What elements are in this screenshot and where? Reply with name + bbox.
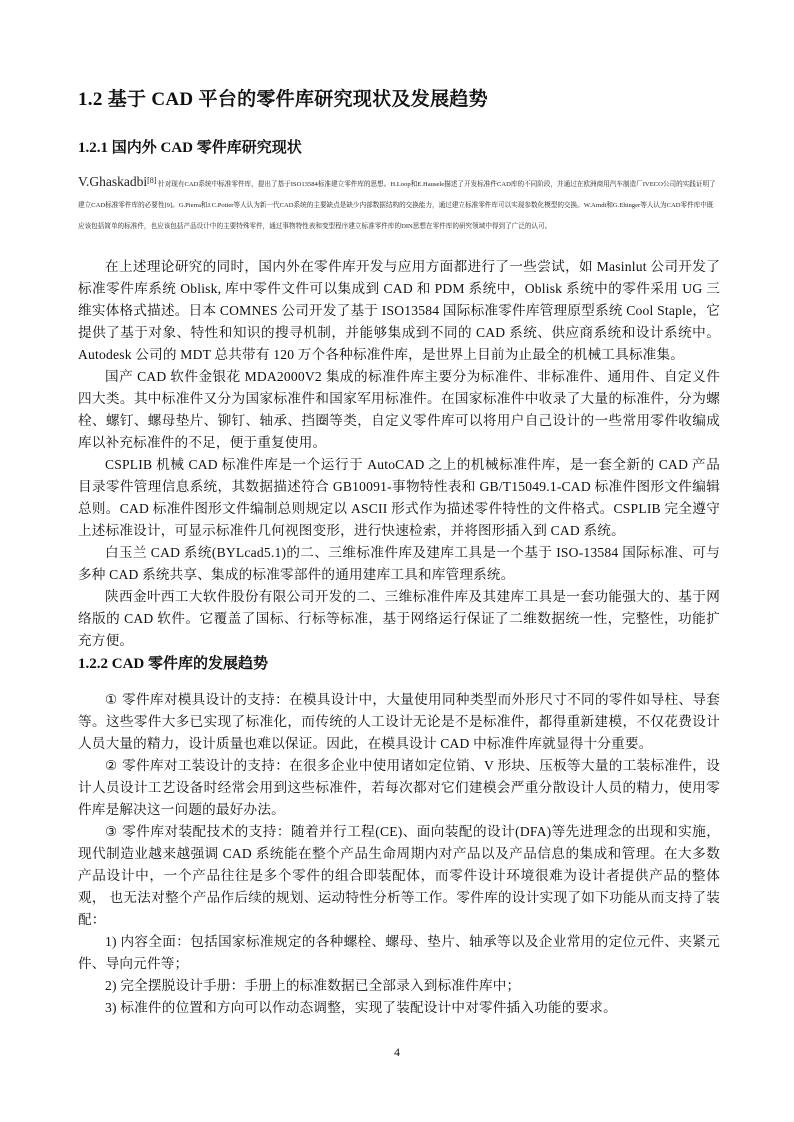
paragraph: 白玉兰 CAD 系统(BYLcad5.1)的二、三维标准件库及建库工具是一个基于 ISO-13584 国际标准、可与多种 CAD 系统共享、集成的标准零部件的通用建库工具和库管理系统。 bbox=[78, 545, 720, 582]
subsection-title-trends: 1.2.2 CAD 零件库的发展趋势 bbox=[78, 656, 268, 672]
ref-citation: [8] bbox=[147, 176, 157, 185]
sublist-item: 3) 标准件的位置和方向可以作动态调整，实现了装配设计中对零件插入功能的要求。 bbox=[105, 1000, 617, 1015]
item-marker: ① bbox=[105, 692, 118, 707]
ref-author: V.Ghaskadbi bbox=[78, 174, 148, 190]
item-text: 零件库对模具设计的支持：在模具设计中，大量使用同种类型而外形尺寸不同的零件如导柱、导套等。这些零件大多已实现了标准化，而传统的人工设计无论是不是标准件，都得重新建模，不仅花费设计人员大量的精力，设计质量也难以保证。因此，在模具设计 CAD 中标准件库就显得十分重要。 bbox=[78, 692, 720, 751]
item-text: 零件库对装配技术的支持：随着并行工程(CE)、面向装配的设计(DFA)等先进理念的出现和实施，现代制造业越来越强调 CAD 系统能在整个产品生命周期内对产品以及产品信息的集成和管理。在大多数产品设计中，一个产品往往是多个零件的组合即装配体，而零件设计环境很难为设计者提供产品的整体观， 也无法对整个产品作后续的规划、运动特性分析等工作。零件库的设计实现了如下功能从而支持了装配： bbox=[78, 824, 720, 927]
item-marker: ② bbox=[105, 758, 118, 773]
sublist-item: 2) 完全摆脱设计手册：手册上的标准数据已全部录入到标准件库中； bbox=[105, 978, 521, 993]
paragraph: 陕西金叶西工大软件股份有限公司开发的二、三维标准件库及其建库工具是一套功能强大的、基于网络版的 CAD 软件。它覆盖了国标、行标等标准，基于网络运行保证了二维数据统一性，完整性，功能扩充方便。 bbox=[78, 589, 720, 648]
ref-body-text: 针对现有CAD系统中标准零件库，提出了基于ISO13584标准建立零件库的思想。H.Loop和E.Hausele描述了开发标准件CAD库的不同阶段，并通过在欧洲商用汽车制造厂IVECO公司的实践证明了建立CAD标准零件库的必要性[9]。G.Pierra和J.C.Potier等人认为新一代CAD系统的主要缺点是缺少内部数据结构的交换能力，通过建立标准零件库可以实现参数化模型的交换。W.Arndt和G.Ehinger等人认为CAD零件库中既应该包括简单的标准件，也应该包括产品设计中的主要特殊零件，通过事物特性表和变型程序建立标准零件库的DIN思想在零件库的研究领域中得到了广泛的认可。 bbox=[78, 181, 716, 231]
subsection-title-domestic-foreign: 1.2.1 国内外 CAD 零件库研究现状 bbox=[78, 140, 302, 156]
section-title: 1.2 基于 CAD 平台的零件库研究现状及发展趋势 bbox=[78, 89, 488, 110]
trends-body bbox=[78, 689, 720, 1019]
list-item bbox=[78, 755, 720, 821]
sublist-item: 1) 内容全面：包括国家标准规定的各种螺栓、螺母、垫片、轴承等以及企业常用的定位元件、夹紧元件、导向元件等； bbox=[78, 934, 720, 971]
page-number: 4 bbox=[394, 1045, 400, 1059]
item-marker: ③ bbox=[105, 824, 118, 839]
list-item bbox=[78, 689, 720, 755]
item-text: 零件库对工装设计的支持：在很多企业中使用诸如定位销、V 形块、压板等大量的工装标准件，设计人员设计工艺设备时经常会用到这些标准件，若每次都对它们建模会严重分散设计人员的精力，使用零件库是解决这一问题的最好办法。 bbox=[78, 758, 720, 817]
list-item bbox=[78, 821, 720, 931]
paragraph: 在上述理论研究的同时，国内外在零件库开发与应用方面都进行了一些尝试，如 Masinlut 公司开发了标准零件库系统 Oblisk, 库中零件文件可以集成到 CAD 和 PDM 系统中，Oblisk 系统中的零件采用 UG 三维实体格式描述。日本 COMNES 公司开发了基于 ISO13584 国际标准零件库管理原型系统 Cool Staple，它提供了基于对象、特性和知识的搜寻机制，并能够集成到不同的 CAD 系统、供应商系统和设计系统中。Autodesk 公司的 MDT 总共带有 120 万个各种标准件库，是世界上目前为止最全的机械工具标准集。 bbox=[78, 259, 720, 362]
paragraph: CSPLIB 机械 CAD 标准件库是一个运行于 AutoCAD 之上的机械标准件库，是一套全新的 CAD 产品目录零件管理信息系统，其数据描述符合 GB10091-事物特性表和 GB/T15049.1-CAD 标准件图形文件编辑总则。CAD 标准件图形文件编制总则规定以 ASCII 形式作为描述零件特性的文件格式。CSPLIB 完全遵守上述标准设计，可显示标准件几何视图变形，进行快速检索，并将图形插入到 CAD 系统。 bbox=[78, 457, 720, 538]
paragraph: 国产 CAD 软件金银花 MDA2000V2 集成的标准件库主要分为标准件、非标准件、通用件、自定义件四大类。其中标准件又分为国家标准件和国家军用标准件。在国家标准件中收录了大量的标准件，分为螺栓、螺钉、螺母垫片、铆钉、轴承、挡圈等类，自定义零件库可以将用户自己设计的一些常用零件收编成库以补充标准件的不足，便于重复使用。 bbox=[78, 369, 720, 450]
research-status-body bbox=[78, 256, 720, 652]
reference-paragraph bbox=[78, 170, 718, 237]
